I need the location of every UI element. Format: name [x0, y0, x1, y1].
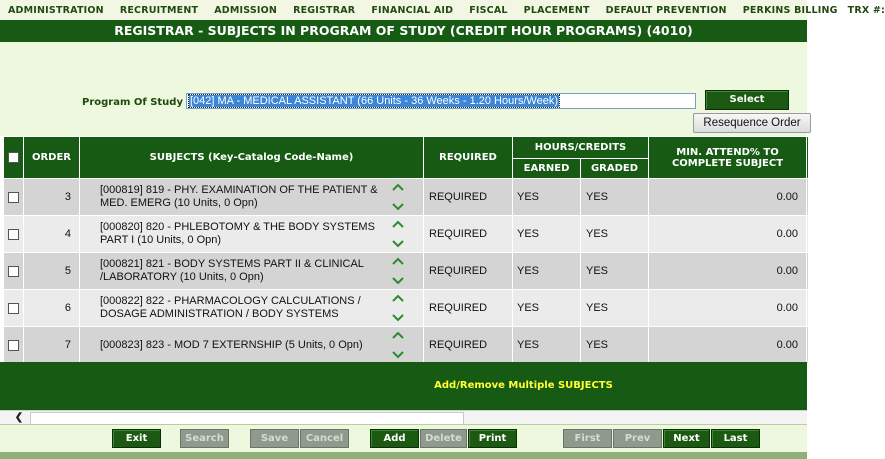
up-down-arrows-icon[interactable] — [391, 292, 405, 324]
row-subject: [000823] 823 - MOD 7 EXTERNSHIP (5 Units, 0 Opn) — [100, 338, 363, 351]
select-button[interactable]: Select — [705, 90, 789, 110]
row-checkbox[interactable] — [8, 303, 19, 314]
row-required: REQUIRED — [424, 327, 513, 364]
row-subject: [000820] 820 - PHLEBOTOMY & THE BODY SYSTEMS PART I (10 Units, 0 Opn) — [100, 221, 375, 246]
save-button[interactable]: Save — [250, 429, 299, 448]
row-earned: YES — [513, 216, 581, 253]
search-button[interactable]: Search — [180, 429, 229, 448]
top-navigation — [0, 0, 885, 21]
program-of-study-value: [042] MA - MEDICAL ASSISTANT (66 Units - 36 Weeks - 1.20 Hours/Week) — [190, 95, 559, 107]
program-of-study-field[interactable] — [186, 93, 696, 109]
header-hours-credits: HOURS/CREDITS — [513, 137, 649, 159]
row-checkbox[interactable] — [8, 266, 19, 277]
program-of-study-label: Program Of Study — [82, 97, 183, 108]
nav-fiscal[interactable]: FISCAL — [469, 4, 508, 16]
nav-registrar[interactable]: REGISTRAR — [293, 4, 356, 16]
nav-financial-aid[interactable]: FINANCIAL AID — [371, 4, 454, 16]
table-row[interactable] — [4, 179, 809, 216]
row-required: REQUIRED — [424, 290, 513, 327]
select-all-header — [4, 137, 24, 179]
header-subjects: SUBJECTS (Key-Catalog Code-Name) — [80, 137, 424, 179]
row-order: 5 — [24, 253, 80, 290]
bottom-stripe — [0, 452, 807, 459]
up-down-arrows-icon[interactable] — [391, 255, 405, 287]
header-order: ORDER — [24, 137, 80, 179]
select-all-checkbox[interactable] — [8, 152, 19, 163]
row-required: REQUIRED — [424, 179, 513, 216]
up-down-arrows-icon[interactable] — [391, 181, 405, 213]
nav-placement[interactable]: PLACEMENT — [523, 4, 590, 16]
exit-button[interactable]: Exit — [112, 429, 161, 448]
header-earned: EARNED — [513, 159, 581, 179]
next-button[interactable]: Next — [663, 429, 710, 448]
row-subject: [000819] 819 - PHY. EXAMINATION OF THE PATIENT & MED. EMERG (10 Units, 0 Opn) — [100, 184, 378, 209]
row-min-attend: 0.00 — [649, 327, 807, 364]
nav-recruitment[interactable]: RECRUITMENT — [119, 4, 199, 16]
row-required: REQUIRED — [424, 253, 513, 290]
nav-trx[interactable]: TRX #: — [847, 4, 885, 16]
nav-admission[interactable]: ADMISSION — [214, 4, 278, 16]
row-required: REQUIRED — [424, 216, 513, 253]
row-earned: YES — [513, 327, 581, 364]
row-min-attend: 0.00 — [649, 216, 807, 253]
row-order: 4 — [24, 216, 80, 253]
row-order: 3 — [24, 179, 80, 216]
program-band — [0, 42, 807, 136]
row-checkbox[interactable] — [8, 229, 19, 240]
row-min-attend: 0.00 — [649, 179, 807, 216]
horizontal-scrollbar[interactable] — [0, 410, 807, 425]
table-row[interactable] — [4, 216, 809, 253]
row-checkbox[interactable] — [8, 192, 19, 203]
print-button[interactable]: Print — [468, 429, 517, 448]
nav-administration[interactable]: ADMINISTRATION — [8, 4, 104, 16]
nav-default-prevention[interactable]: DEFAULT PREVENTION — [605, 4, 727, 16]
cancel-button[interactable]: Cancel — [300, 429, 349, 448]
row-order: 7 — [24, 327, 80, 364]
table-row[interactable] — [4, 290, 809, 327]
delete-button[interactable]: Delete — [420, 429, 467, 448]
first-button[interactable]: First — [563, 429, 612, 448]
row-checkbox[interactable] — [8, 340, 19, 351]
nav-perkins-billing[interactable]: PERKINS BILLING — [742, 4, 838, 16]
row-graded: YES — [581, 179, 649, 216]
row-earned: YES — [513, 253, 581, 290]
add-button[interactable]: Add — [370, 429, 419, 448]
row-order: 6 — [24, 290, 80, 327]
row-graded: YES — [581, 216, 649, 253]
row-graded: YES — [581, 290, 649, 327]
table-row[interactable] — [4, 253, 809, 290]
row-min-attend: 0.00 — [649, 290, 807, 327]
table-row[interactable] — [4, 327, 809, 364]
row-graded: YES — [581, 327, 649, 364]
prev-button[interactable]: Prev — [613, 429, 662, 448]
row-min-attend: 0.00 — [649, 253, 807, 290]
subjects-table — [3, 136, 809, 364]
scroll-left-icon[interactable]: ❮ — [14, 412, 24, 423]
header-min-attend: MIN. ATTEND% TO COMPLETE SUBJECT — [649, 137, 807, 179]
resequence-order-button[interactable]: Resequence Order — [693, 113, 811, 133]
row-earned: YES — [513, 290, 581, 327]
bottom-toolbar — [0, 424, 807, 459]
page-title: REGISTRAR - SUBJECTS IN PROGRAM OF STUDY (CREDIT HOUR PROGRAMS) (4010) — [0, 20, 807, 42]
up-down-arrows-icon[interactable] — [391, 329, 405, 361]
row-graded: YES — [581, 253, 649, 290]
row-subject: [000822] 822 - PHARMACOLOGY CALCULATIONS / DOSAGE ADMINISTRATION / BODY SYSTEMS — [100, 295, 361, 320]
row-earned: YES — [513, 179, 581, 216]
up-down-arrows-icon[interactable] — [391, 218, 405, 250]
header-graded: GRADED — [581, 159, 649, 179]
add-remove-subjects-link[interactable]: Add/Remove Multiple SUBJECTS — [434, 380, 613, 391]
last-button[interactable]: Last — [711, 429, 760, 448]
row-subject: [000821] 821 - BODY SYSTEMS PART II & CLINICAL /LABORATORY (10 Units, 0 Opn) — [100, 258, 364, 283]
header-required: REQUIRED — [424, 137, 513, 179]
